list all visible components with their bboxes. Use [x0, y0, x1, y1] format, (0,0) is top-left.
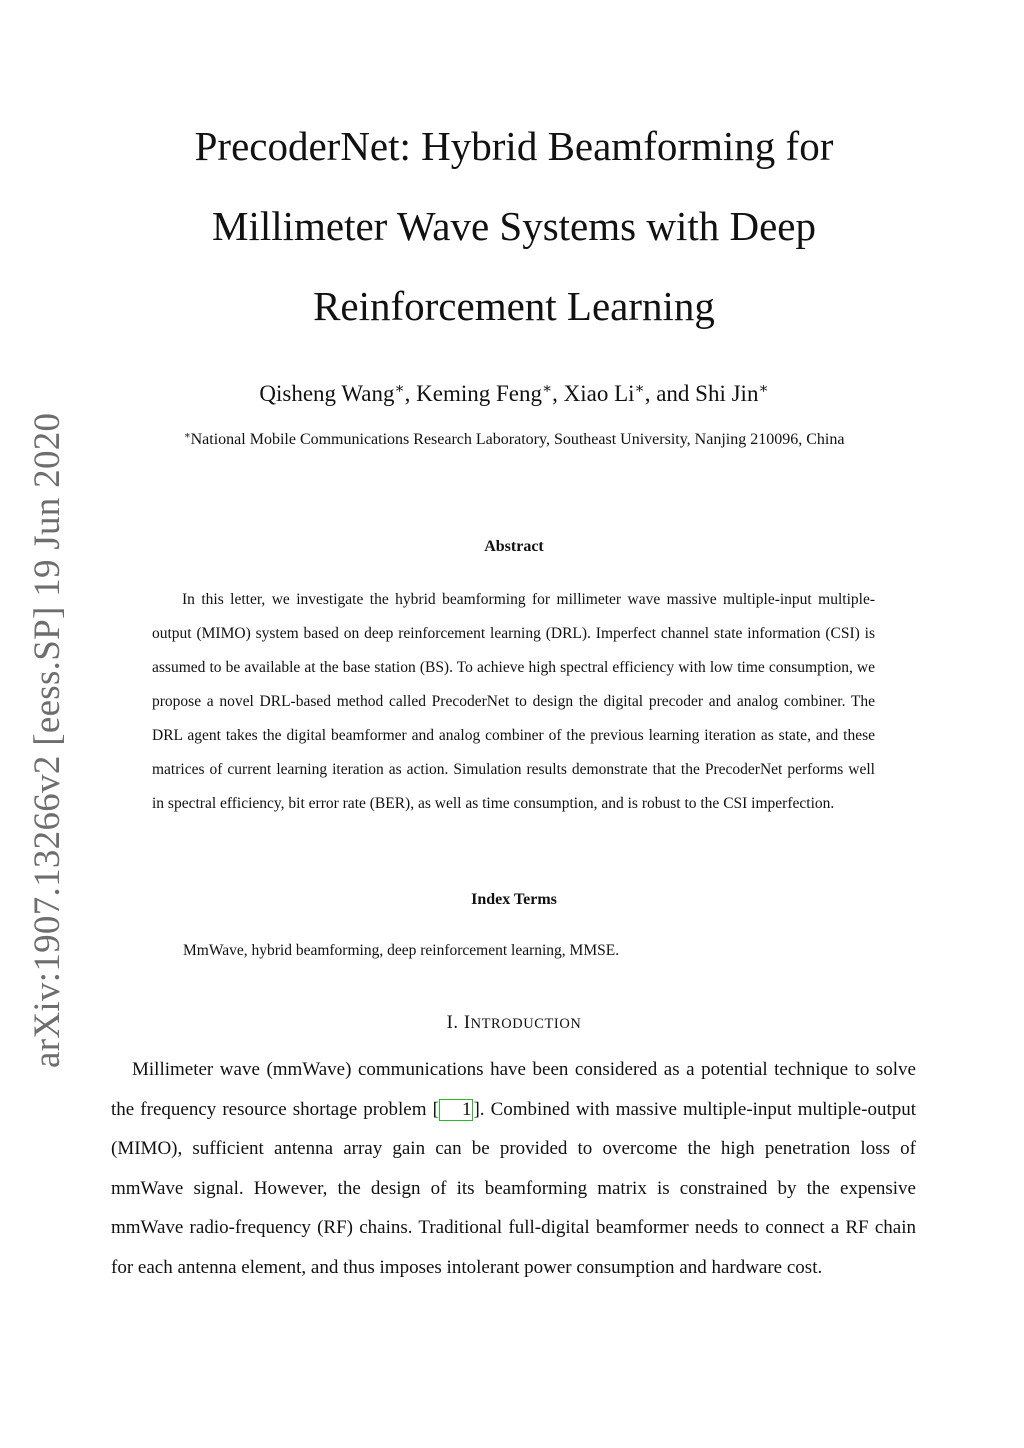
title-line: PrecoderNet: Hybrid Beamforming for	[194, 123, 834, 169]
section-heading-introduction	[112, 1010, 916, 1037]
abstract-body: In this letter, we investigate the hybrid beamforming for millimeter wave massive multiple-input multiple-output (MIMO) system based on deep reinforcement learning (DRL). Imperfect channel state information (CSI) is assumed to be available at the base station (BS). To achieve high spectral efficiency with low time consumption, we propose a novel DRL-based method called PrecoderNet to design the digital precoder and analog combiner. The DRL agent takes the digital beamformer and analog combiner of the previous learning iteration as state, and these matrices of current learning iteration as action. Simulation results demonstrate that the PrecoderNet performs well in spectral efficiency, bit error rate (BER), as well as time consumption, and is robust to the CSI imperfection.	[152, 591, 875, 812]
author-name: Xiao Li	[563, 381, 635, 406]
affiliation-mark: ∗	[183, 430, 191, 442]
section-title-rest: NTRODUCTION	[470, 1016, 582, 1032]
affiliation-text: National Mobile Communications Research Laboratory, Southeast University, Nanjing 210096, China	[190, 431, 845, 448]
abstract-heading: Abstract	[484, 538, 544, 555]
affiliation-mark: ∗	[634, 380, 645, 397]
section-number: I.	[446, 1013, 459, 1033]
affiliation-mark: ∗	[541, 380, 553, 397]
citation-link[interactable]: 1	[439, 1099, 474, 1121]
index-terms-body: MmWave, hybrid beamforming, deep reinforcement learning, MMSE.	[183, 942, 620, 959]
index-terms-heading: Index Terms	[471, 891, 557, 908]
affiliation-mark: ∗	[394, 380, 405, 397]
paper-title	[112, 106, 916, 346]
author-name: Shi Jin	[695, 381, 759, 406]
author-name: Keming Feng	[416, 381, 542, 406]
section-title-initial: I	[463, 1013, 471, 1033]
arxiv-identifier-stamp: arXiv:1907.13266v2 [eess.SP] 19 Jun 2020	[27, 412, 68, 1068]
introduction-paragraph: Millimeter wave (mmWave) communications have been considered as a potential technique to solve the frequency resource shortage problem [ 1 ]. Combined with massive multiple-input multiple-output (MIMO), sufficient antenna array gain can be provided to overcome the high penetration loss of mmWave signal. However, the design of its beamforming matrix is constrained by the expensive mmWave radio-frequency (RF) chains. Traditional full-digital beamformer needs to connect a RF chain for each antenna element, and thus imposes intolerant power consumption and hardware cost.	[111, 1059, 916, 1278]
affiliation	[112, 428, 916, 452]
author-name: Qisheng Wang	[259, 381, 395, 406]
affiliation-mark: ∗	[758, 380, 769, 397]
author-list: Qisheng Wang∗, Keming Feng∗, Xiao Li∗, and Shi Jin∗	[259, 380, 769, 406]
title-line: Millimeter Wave Systems with Deep	[211, 203, 816, 249]
title-line: Reinforcement Learning	[313, 283, 715, 329]
